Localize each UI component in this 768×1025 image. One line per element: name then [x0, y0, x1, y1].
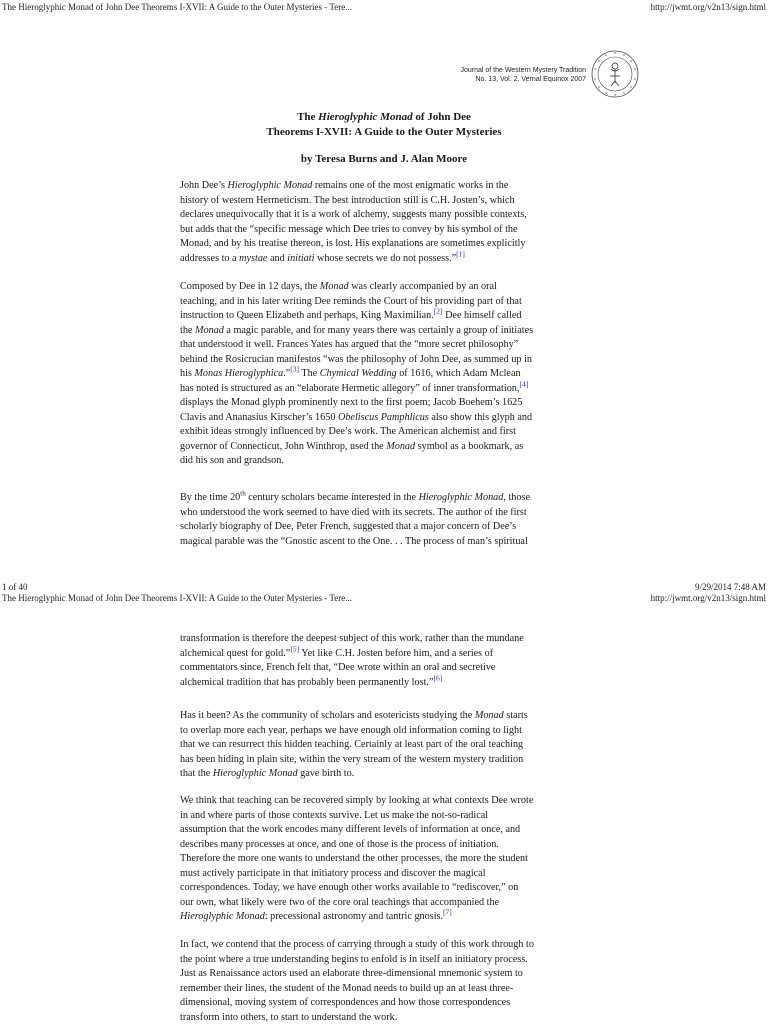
footnote-link-3[interactable]: [3]: [290, 364, 300, 374]
journal-name: Journal of the Western Mystery Tradition: [460, 67, 586, 74]
journal-info: [460, 66, 586, 84]
page-number: 1 of 40: [2, 582, 28, 592]
paragraph-1: John Dee’s Hieroglyphic Monad remains one of the most enigmatic works in the history of western Hermeticism. The best introduction still is C.H. Josten’s, which declares unequivocally that it is a work of alchemy, suggests many possible contexts, but adds that the “specific message which Dee tries to convey by his symbol of the Monad, and by his treatise thereon, is lost. His explanations are sometimes explicitly addresses to a mystae and initiati whose secrets we do not possess.”[1]: [180, 180, 527, 264]
journal-issue: No. 13, Vol. 2. Vernal Equinox 2007: [475, 76, 586, 83]
footnote-link-4[interactable]: [4]: [519, 379, 529, 389]
article-title-line1: The Hieroglyphic Monad of John Dee: [297, 111, 471, 123]
footnote-link-1[interactable]: [1]: [456, 249, 465, 259]
print-datetime: 9/29/2014 7:48 AM: [694, 582, 766, 592]
byline: by Teresa Burns and J. Alan Moore: [300, 153, 468, 165]
footnote-link-5[interactable]: [5]: [290, 644, 300, 654]
paragraph-5: Has it been? As the community of scholars and esotericists studying the Monad starts to overlap more each year, perhaps we have enough old information coming to light that we can resurrect this hidden teaching. Certainly at least part of the oral teaching has been hiding in plain site, within the very stream of the western mystery tradition that the Hieroglyphic Monad gave birth to.: [180, 710, 528, 779]
footnote-link-6[interactable]: [6]: [433, 673, 443, 683]
print-header-2-title: The Hieroglyphic Monad of John Dee Theorems I-XVII: A Guide to the Outer Mysteries - Tere...: [2, 593, 352, 603]
paragraph-6: We think that teaching can be recovered simply by looking at what contexts Dee wrote in and where parts of those contexts survive. Let us make the not-so-radical assumption that the work encodes many different levels of information at once, and describes many processes at once, and one of those is the process of initiation. Therefore the more one wants to understand the other processes, the more the student must actively participate in that initiatory process and discover the magical correspondences. Today, we have enough other works available to “rediscover,” on our own, what likely were two of the core oral teachings that accompanied the Hieroglyphic Monad: precessional astronomy and tantric gnosis.[7]: [180, 795, 534, 922]
footnote-link-7[interactable]: [7]: [443, 907, 452, 917]
paragraph-2: Composed by Dee in 12 days, the Monad was clearly accompanied by an oral teaching, and in his later writing Dee reminds the Court of his providing part of that instruction to Queen Elizabeth and perhaps, King Maximilian.[2] Dee himself called the Monad a magic parable, and for many years there was certainly a group of initiates that understood it well. Frances Yates has argued that the “more secret philosophy” behind the Rosicrucian manifestos “was the philosophy of John Dee, as summed up in his Monas Hieroglyphica.”[3] The Chymical Wedding of 1616, which Adam Mclean has noted is structured as an “elaborate Hermetic allegory” of inner transformation,[4] displays the Monad glyph prominently next to the first poem; Jacob Boehem’s 1625 Clavis and Ananasius Kirscher’s 1650 Obeliscus Pamphlicus also show this glyph and exhibit ideas strongly influenced by Dee’s work. The American alchemist and first governor of Connecticut, John Winthrop, used the Monad symbol as a bookmark, as did his son and grandson.: [180, 281, 534, 466]
print-header-title: The Hieroglyphic Monad of John Dee Theorems I-XVII: A Guide to the Outer Mysteries - Tere...: [2, 2, 352, 12]
paragraph-7: In fact, we contend that the process of carrying through a study of this work through to the point where a true understanding begins to enfold is in itself an initiatory process. Just as Renaissance actors used an elaborate three-dimensional mnemonic system to remember their lines, the student of the Monad needs to build up an at least three- dimensional, moving system of correspondences and how those correspondences transform into others, to start to understand the work.: [180, 939, 534, 1023]
print-header-url[interactable]: http://jwmt.org/v2n13/sign.html: [650, 2, 766, 12]
print-header-2-url[interactable]: http://jwmt.org/v2n13/sign.html: [650, 593, 766, 603]
journal-seal-icon: [589, 42, 641, 106]
article-title-line2: Theorems I-XVII: A Guide to the Outer Mysteries: [266, 126, 502, 138]
paragraph-3: By the time 20th century scholars became interested in the Hieroglyphic Monad, those who understood the work seemed to have died with its secrets. The author of the first scholarly biography of Dee, Peter French, suggested that a major concern of Dee’s magical parable was the “Gnostic ascent to the One. . . The process of man’s spiritual: [180, 489, 530, 547]
footnote-link-2[interactable]: [2]: [433, 306, 443, 316]
paragraph-4: transformation is therefore the deepest subject of this work, rather than the mundane alchemical quest for gold.”[5] Yet like C.H. Josten before him, and a series of commentators since, French felt that, “Dee wrote within an oral and secretive alchemical tradition that has probably been permanently lost.”[6]: [180, 633, 524, 688]
